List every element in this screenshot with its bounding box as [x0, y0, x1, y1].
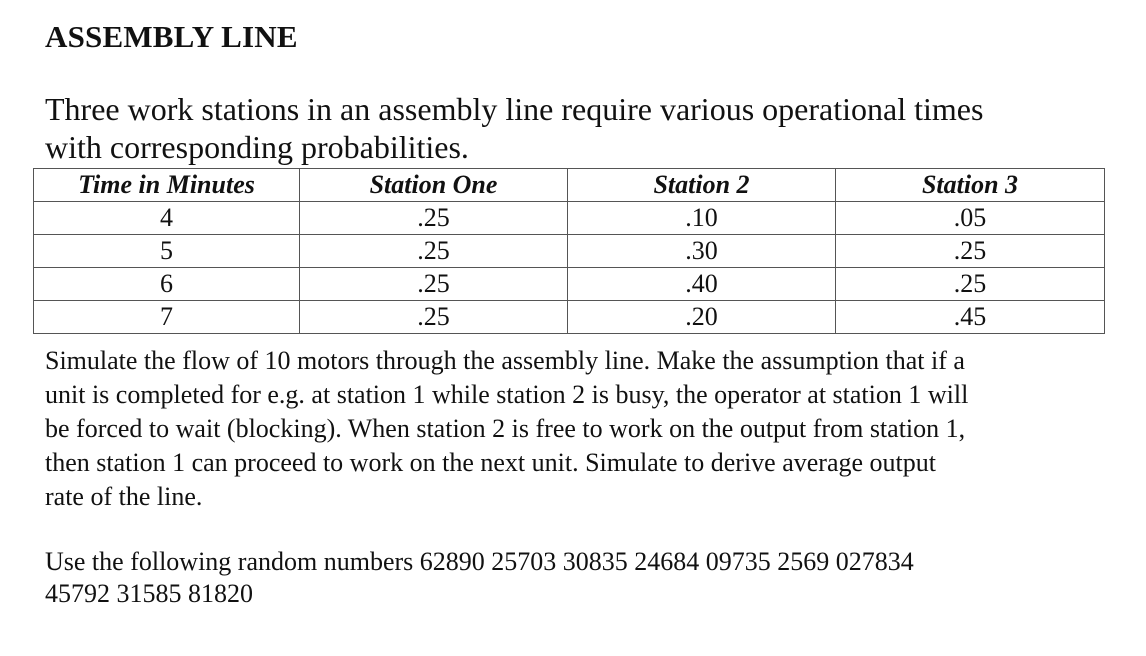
probability-table — [33, 168, 1105, 334]
table-row — [34, 268, 1105, 301]
intro-paragraph — [45, 90, 1105, 166]
instructions-line: rate of the line. — [45, 482, 203, 511]
header-station-2: Station 2 — [568, 169, 836, 202]
cell-station-3: .05 — [836, 202, 1105, 235]
cell-station-3: .45 — [836, 301, 1105, 334]
cell-station-one: .25 — [300, 202, 568, 235]
cell-station-one: .25 — [300, 268, 568, 301]
table-row — [34, 301, 1105, 334]
header-station-3: Station 3 — [836, 169, 1105, 202]
instructions-line: unit is completed for e.g. at station 1 while station 2 is busy, the operator at station 1 will — [45, 380, 969, 409]
cell-station-2: .40 — [568, 268, 836, 301]
instructions-line: be forced to wait (blocking). When station 2 is free to work on the output from station 1, — [45, 414, 966, 443]
table-header-row — [34, 169, 1105, 202]
header-station-one: Station One — [300, 169, 568, 202]
document-title: ASSEMBLY LINE — [45, 19, 298, 54]
random-numbers-paragraph — [45, 546, 1125, 610]
cell-time: 7 — [34, 301, 300, 334]
instructions-paragraph — [45, 344, 1125, 514]
cell-time: 6 — [34, 268, 300, 301]
cell-station-2: .30 — [568, 235, 836, 268]
table-row — [34, 235, 1105, 268]
header-time: Time in Minutes — [34, 169, 300, 202]
random-numbers-line: 45792 31585 81820 — [45, 579, 253, 608]
random-numbers-line: Use the following random numbers 62890 25703 30835 24684 09735 2569 027834 — [45, 547, 914, 576]
intro-line: with corresponding probabilities. — [45, 129, 469, 165]
cell-time: 5 — [34, 235, 300, 268]
intro-line: Three work stations in an assembly line require various operational times — [45, 91, 984, 127]
table-row — [34, 202, 1105, 235]
cell-station-2: .20 — [568, 301, 836, 334]
cell-station-3: .25 — [836, 268, 1105, 301]
cell-station-3: .25 — [836, 235, 1105, 268]
instructions-line: then station 1 can proceed to work on the next unit. Simulate to derive average output — [45, 448, 936, 477]
cell-station-one: .25 — [300, 301, 568, 334]
cell-station-one: .25 — [300, 235, 568, 268]
cell-time: 4 — [34, 202, 300, 235]
cell-station-2: .10 — [568, 202, 836, 235]
instructions-line: Simulate the flow of 10 motors through the assembly line. Make the assumption that if a — [45, 346, 965, 375]
